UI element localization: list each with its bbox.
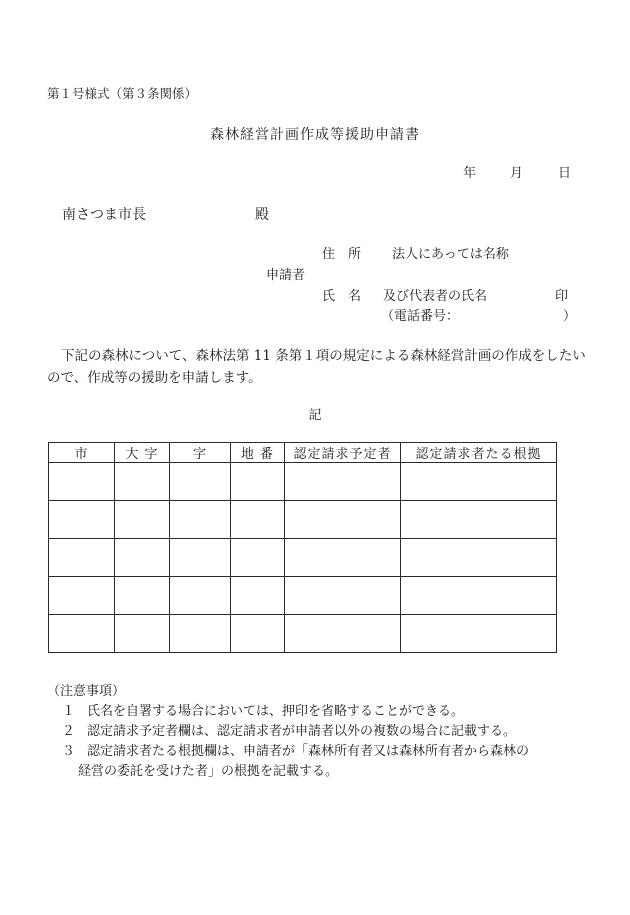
date-year: 年 bbox=[463, 166, 477, 181]
table-cell[interactable] bbox=[285, 577, 401, 615]
form-number: 第１号様式（第３条関係） bbox=[47, 86, 198, 101]
table-cell[interactable] bbox=[231, 463, 285, 501]
table-cell[interactable] bbox=[170, 539, 231, 577]
date-row bbox=[463, 162, 571, 181]
note-text: 認定請求者たる根拠欄は、申請者が「森林所有者又は森林所有者から森林の bbox=[87, 744, 530, 759]
ki-heading: 記 bbox=[308, 408, 322, 423]
table-row bbox=[49, 463, 557, 501]
table-cell[interactable] bbox=[401, 539, 557, 577]
body-text: 下記の森林について、森林法第 11 条第１項の規定による森林経営計画の作成をしたいので、作成等の援助を申請します。 bbox=[47, 348, 586, 386]
table-row bbox=[49, 615, 557, 653]
table-cell[interactable] bbox=[285, 463, 401, 501]
land-table bbox=[48, 442, 557, 653]
table-cell[interactable] bbox=[401, 501, 557, 539]
header-oaza: 大 字 bbox=[115, 443, 170, 463]
note-number: ２ bbox=[62, 724, 76, 739]
table-cell[interactable] bbox=[49, 501, 115, 539]
table-cell[interactable] bbox=[49, 577, 115, 615]
header-lot-number: 地 番 bbox=[231, 443, 285, 463]
phone-close: ） bbox=[563, 309, 577, 324]
name-note: 及び代表者の氏名 bbox=[383, 289, 488, 304]
addressee: 南さつま市長 bbox=[62, 207, 146, 223]
address-note: 法人にあっては名称 bbox=[392, 247, 509, 262]
notes-heading: （注意事項） bbox=[47, 684, 126, 699]
note-item bbox=[62, 740, 529, 759]
table-cell[interactable] bbox=[115, 463, 170, 501]
page-title: 森林経営計画作成等援助申請書 bbox=[210, 127, 420, 143]
seal-mark: 印 bbox=[555, 289, 569, 304]
table-row bbox=[49, 577, 557, 615]
table-cell[interactable] bbox=[231, 501, 285, 539]
note-continuation: 経営の委託を受けた者」の根拠を記載する。 bbox=[78, 764, 339, 779]
table-cell[interactable] bbox=[49, 539, 115, 577]
table-cell[interactable] bbox=[285, 615, 401, 653]
table-cell[interactable] bbox=[115, 539, 170, 577]
table-cell[interactable] bbox=[401, 577, 557, 615]
table-cell[interactable] bbox=[115, 501, 170, 539]
note-item bbox=[62, 720, 516, 739]
table-cell[interactable] bbox=[49, 615, 115, 653]
phone-label: （電話番号： bbox=[381, 309, 460, 324]
note-number: ３ bbox=[62, 744, 76, 759]
table-cell[interactable] bbox=[285, 501, 401, 539]
name-label: 氏 名 bbox=[322, 289, 362, 304]
table-cell[interactable] bbox=[170, 577, 231, 615]
table-header-row bbox=[49, 443, 557, 463]
note-text: 氏名を自署する場合においては、押印を省略することができる。 bbox=[87, 704, 465, 719]
date-day: 日 bbox=[558, 166, 572, 181]
table-cell[interactable] bbox=[231, 539, 285, 577]
table-cell[interactable] bbox=[231, 577, 285, 615]
header-aza: 字 bbox=[170, 443, 231, 463]
address-label: 住 所 bbox=[322, 247, 362, 262]
table-cell[interactable] bbox=[401, 463, 557, 501]
note-item bbox=[62, 700, 464, 719]
table-cell[interactable] bbox=[170, 615, 231, 653]
header-requester-basis: 認定請求者たる根拠 bbox=[401, 443, 557, 463]
header-city: 市 bbox=[49, 443, 115, 463]
honorific: 殿 bbox=[255, 207, 269, 223]
table-row bbox=[49, 501, 557, 539]
applicant-label: 申請者 bbox=[266, 268, 306, 283]
table-cell[interactable] bbox=[170, 501, 231, 539]
table-cell[interactable] bbox=[115, 615, 170, 653]
table-cell[interactable] bbox=[49, 463, 115, 501]
table-row bbox=[49, 539, 557, 577]
header-planned-requester: 認定請求予定者 bbox=[285, 443, 401, 463]
date-month: 月 bbox=[510, 166, 524, 181]
table-cell[interactable] bbox=[285, 539, 401, 577]
table-cell[interactable] bbox=[170, 463, 231, 501]
table-cell[interactable] bbox=[401, 615, 557, 653]
table-cell[interactable] bbox=[115, 577, 170, 615]
note-text: 認定請求予定者欄は、認定請求者が申請者以外の複数の場合に記載する。 bbox=[87, 724, 517, 739]
table-cell[interactable] bbox=[231, 615, 285, 653]
note-number: １ bbox=[62, 704, 76, 719]
